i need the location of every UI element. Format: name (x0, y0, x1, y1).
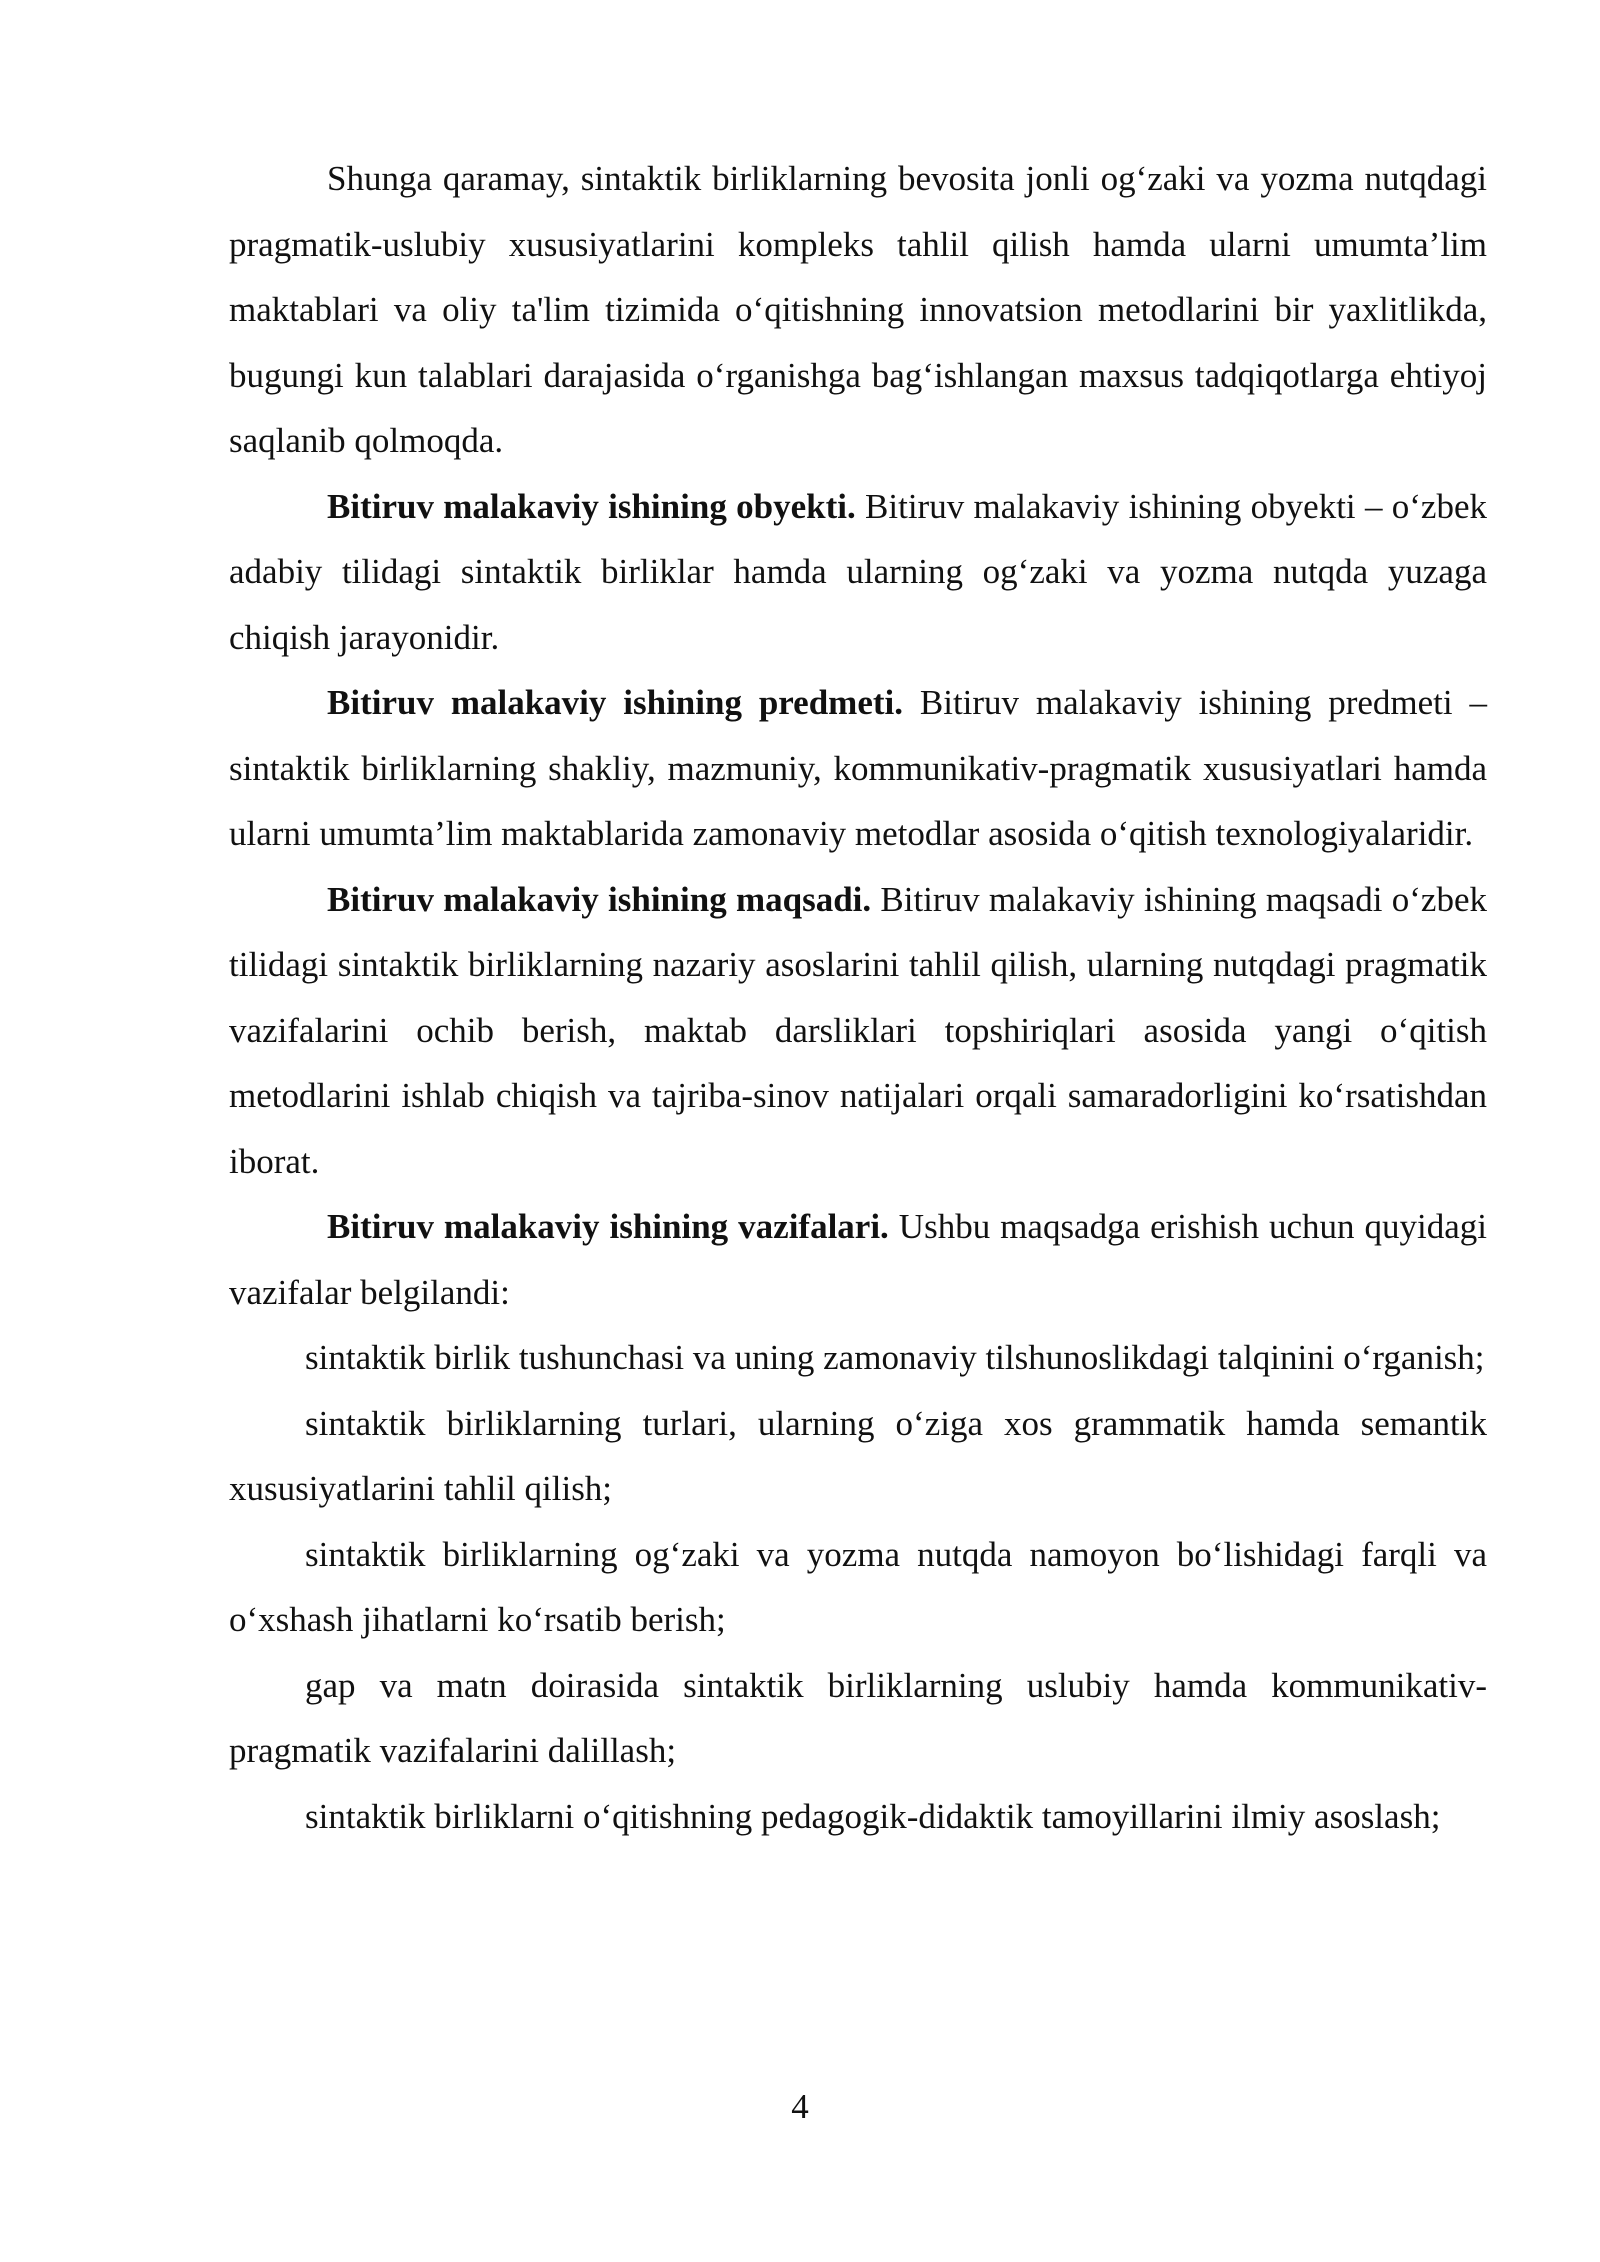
text-tasks: Ushbu maqsadga erishish uchun quyidagi vazifalar belgilandi: (229, 1207, 1487, 1312)
heading-tasks: Bitiruv malakaviy ishining vazifalari. (327, 1207, 889, 1246)
heading-subject: Bitiruv malakaviy ishining predmeti. (327, 683, 904, 722)
heading-object: Bitiruv malakaviy ishining obyekti. (327, 486, 856, 526)
text-object: Bitiruv malakaviy ishining obyekti – o‘zbek adabiy tilidagi sintaktik birliklar hamda ularning og‘zaki va yozma nutqda yuzaga chiqish jarayonidir. (229, 486, 1487, 657)
task-item: sintaktik birliklarni o‘qitishning pedagogik-didaktik tamoyillarini ilmiy asoslash; (305, 1796, 1441, 1836)
task-item: sintaktik birliklarning turlari, ularning o‘ziga xos grammatik hamda semantik xususiyatlarini tahlil qilish; (229, 1403, 1487, 1508)
heading-goal: Bitiruv malakaviy ishining maqsadi. (327, 879, 872, 919)
paragraph-tasks (229, 1194, 1487, 1325)
paragraph-intro: Shunga qaramay, sintaktik birliklarning bevosita jonli og‘zaki va yozma nutqdagi pragmatik-uslubiy xususiyatlarini kompleks tahlil qilish hamda ularni umumta’lim maktablari va oliy ta'lim tizimida o‘qitishning innovatsion metodlarini bir yaxlitlikda, bugungi kun talablari darajasida o‘rganishga bag‘ishlangan maxsus tadqiqotlarga ehtiyoj saqlanib qolmoqda. (229, 159, 1487, 460)
text-goal: Bitiruv malakaviy ishining maqsadi o‘zbek tilidagi sintaktik birliklarning nazariy asoslarini tahlil qilish, ularning nutqdagi pragmatik vazifalarini ochib berish, maktab darsliklari topshiriqlari asosida yangi o‘qitish metodlarini ishlab chiqish va tajriba-sinov natijalari orqali samaradorligini ko‘rsatishdan iborat. (229, 879, 1487, 1181)
document-page (229, 146, 1487, 1849)
task-item: sintaktik birliklarning og‘zaki va yozma nutqda namoyon bo‘lishidagi farqli va o‘xshash jihatlarni ko‘rsatib berish; (229, 1534, 1487, 1639)
paragraph-subject (229, 670, 1487, 867)
task-item: gap va matn doirasida sintaktik birliklarning uslubiy hamda kommunikativ-pragmatik vazifalarini dalillash; (229, 1665, 1487, 1770)
paragraph-object (229, 474, 1487, 671)
text-subject: Bitiruv malakaviy ishining predmeti – sintaktik birliklarning shakliy, mazmuniy, kommunikativ-pragmatik xususiyatlari hamda ularni umumta’lim maktablarida zamonaviy metodlar asosida o‘qitish texnologiyalaridir. (229, 683, 1487, 853)
paragraph-goal (229, 867, 1487, 1195)
page-number: 4 (791, 2087, 809, 2126)
task-item: sintaktik birlik tushunchasi va uning zamonaviy tilshunoslikdagi talqinini o‘rganish; (305, 1338, 1485, 1377)
